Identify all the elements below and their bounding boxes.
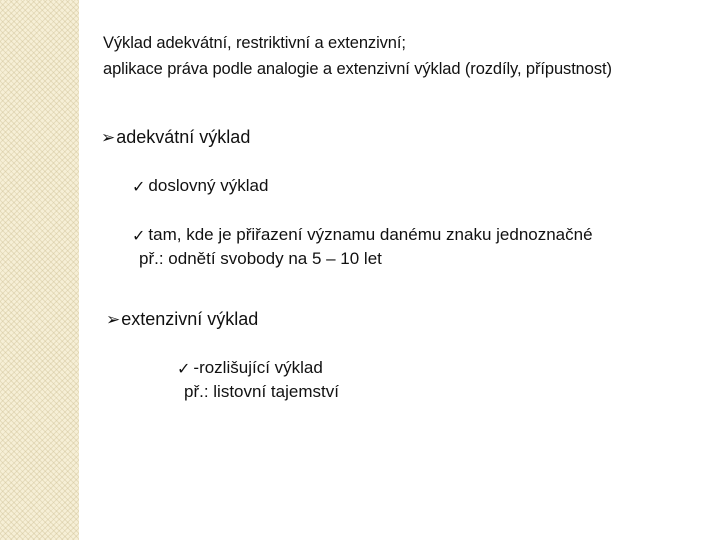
slide-title [103, 30, 612, 82]
check-bullet-icon: ✓ [132, 225, 146, 245]
list-item-example: př.: odnětí svobody na 5 – 10 let [139, 249, 382, 268]
list-item-label: -rozlišující výklad [193, 358, 323, 377]
section-heading-adequate [101, 127, 250, 148]
list-item-example: př.: listovní tajemství [184, 382, 339, 401]
check-bullet-icon: ✓ [132, 176, 146, 196]
arrow-bullet-icon: ➢ [106, 309, 121, 330]
decorative-side-pattern [0, 0, 79, 540]
list-item-unambiguous [132, 225, 593, 245]
section-heading-extensive [106, 309, 258, 330]
check-bullet-icon: ✓ [177, 358, 191, 378]
list-item-literal [132, 176, 268, 196]
list-item-label: tam, kde je přiřazení významu danému znaku jednoznačné [148, 225, 593, 244]
list-item-label: doslovný výklad [148, 176, 269, 195]
title-line-2: aplikace práva podle analogie a extenzivní výklad (rozdíly, přípustnost) [103, 60, 612, 78]
section-heading-label: extenzivní výklad [121, 309, 259, 329]
section-heading-label: adekvátní výklad [116, 127, 251, 147]
title-line-1: Výklad adekvátní, restriktivní a extenzivní; [103, 34, 406, 52]
arrow-bullet-icon: ➢ [101, 127, 116, 148]
list-item-distinguishing [177, 358, 323, 378]
